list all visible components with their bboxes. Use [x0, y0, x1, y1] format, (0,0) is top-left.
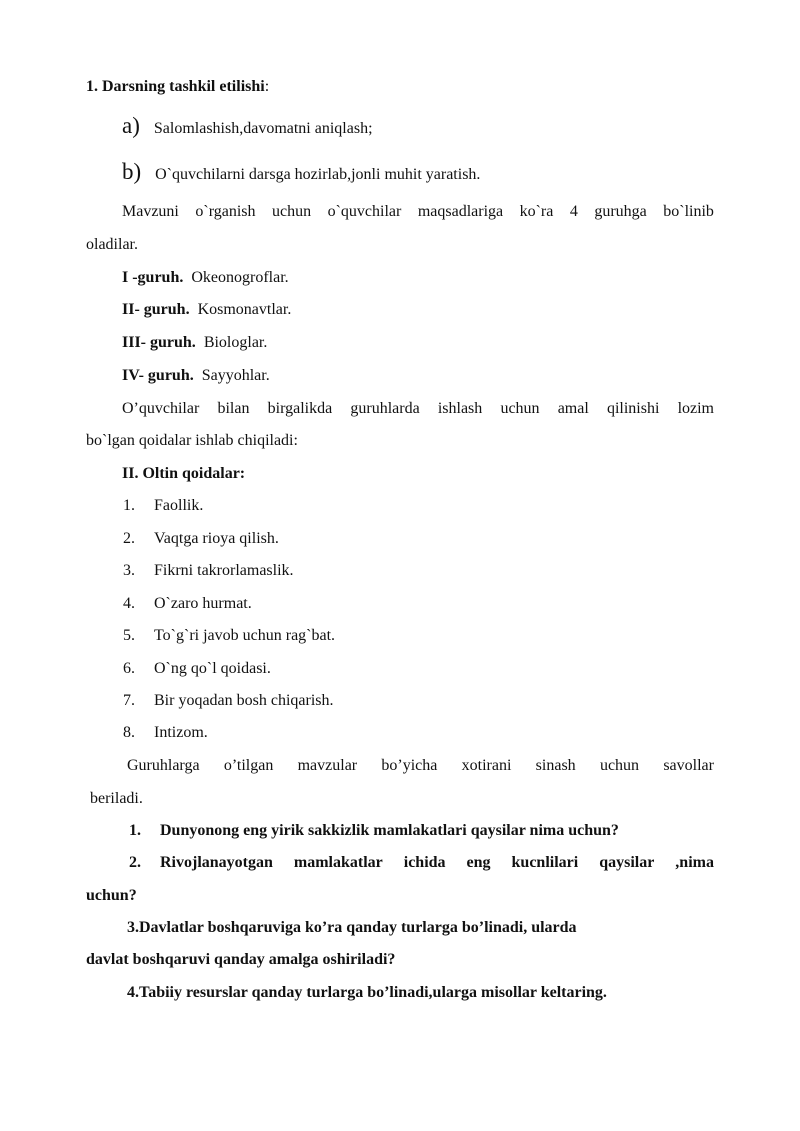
- word: ko`ra: [519, 203, 554, 220]
- rule-item: [123, 496, 203, 516]
- group-label: IV- guruh.: [122, 367, 194, 384]
- question-4: 4.Tabiiy resurslar qanday turlarga bo’linadi,ularga misollar keltaring.: [127, 984, 607, 1001]
- rule-text: Bir yoqadan bosh chiqarish.: [154, 692, 334, 709]
- word: o’tilgan: [223, 757, 274, 774]
- word: maqsadlariga: [417, 203, 504, 220]
- rule-text: To`g`ri javob uchun rag`bat.: [154, 627, 336, 644]
- rule-number: 7.: [123, 692, 135, 709]
- rule-text: Intizom.: [154, 724, 208, 741]
- word: amal: [557, 400, 589, 417]
- word: lozim: [677, 400, 714, 417]
- word: bilan: [217, 400, 250, 417]
- rule-number: 3.: [123, 562, 135, 579]
- rule-number: 5.: [123, 627, 135, 644]
- rule-item: [123, 723, 208, 743]
- rule-number: 2.: [123, 530, 135, 547]
- group-name: Okeonogroflar.: [191, 269, 289, 286]
- word: ,nima: [675, 854, 714, 871]
- word: 4: [569, 203, 578, 220]
- sub-item-text: Salomlashish,davomatni aniqlash;: [153, 120, 373, 137]
- paragraph-3-line-1: [127, 756, 714, 776]
- rule-item: [123, 561, 294, 581]
- paragraph-2-line-1: [122, 399, 714, 419]
- rules-heading: II. Oltin qoidalar:: [122, 465, 246, 482]
- word: eng: [466, 854, 491, 871]
- rule-text: Faollik.: [154, 497, 204, 514]
- rule-text: Fikrni takrorlamaslik.: [154, 562, 294, 579]
- word: mamlakatlar: [293, 854, 383, 871]
- word: qaysilar: [599, 854, 655, 871]
- rule-number: 1.: [123, 497, 135, 514]
- sub-item-a: [122, 113, 373, 139]
- word: O’quvchilar: [122, 400, 200, 417]
- word: birgalikda: [267, 400, 333, 417]
- group-4: [122, 366, 270, 386]
- group-name: Biologlar.: [203, 334, 268, 351]
- heading-title: Darsning tashkil etilishi: [102, 78, 265, 95]
- question-2-line-2: uchun?: [86, 887, 137, 904]
- word: Rivojlanayotgan: [160, 854, 273, 871]
- rule-item: [123, 626, 335, 646]
- group-label: I -guruh.: [122, 269, 184, 286]
- group-label: II- guruh.: [122, 301, 190, 318]
- word: qilinishi: [606, 400, 660, 417]
- sub-item-letter: b): [122, 159, 142, 184]
- word: guruhlarda: [350, 400, 420, 417]
- word: Mavzuni: [122, 203, 179, 220]
- paragraph-3-line-2: beriladi.: [90, 790, 143, 807]
- rule-item: [123, 529, 279, 549]
- sub-item-letter: a): [122, 113, 140, 138]
- rule-number: 8.: [123, 724, 135, 741]
- question-text: Dunyonong eng yirik sakkizlik mamlakatlari qaysilar nima uchun?: [160, 822, 619, 839]
- word: bo`linib: [663, 203, 714, 220]
- word: uchun: [599, 757, 640, 774]
- paragraph-1-line-1: [122, 202, 714, 222]
- group-3: [122, 333, 267, 353]
- rule-text: O`ng qo`l qoidasi.: [154, 660, 271, 677]
- question-text: [160, 853, 714, 873]
- rule-item: [123, 691, 334, 711]
- word: mavzular: [297, 757, 358, 774]
- rule-text: O`zaro hurmat.: [154, 595, 252, 612]
- word: savollar: [663, 757, 714, 774]
- question-1: [129, 821, 619, 841]
- word: guruhga: [594, 203, 647, 220]
- group-name: Kosmonavtlar.: [197, 301, 292, 318]
- word: uchun: [271, 203, 312, 220]
- rule-text: Vaqtga rioya qilish.: [154, 530, 279, 547]
- question-number: 1.: [129, 822, 141, 839]
- sub-item-text: O`quvchilarni darsga hozirlab,jonli muhit yaratish.: [155, 166, 481, 183]
- rule-item: [123, 659, 271, 679]
- word: sinash: [535, 757, 576, 774]
- group-name: Sayyohlar.: [201, 367, 270, 384]
- question-number: 2.: [129, 854, 141, 871]
- word: ishlash: [437, 400, 483, 417]
- word: bo’yicha: [381, 757, 438, 774]
- group-2: [122, 300, 291, 320]
- word: o`rganish: [195, 203, 256, 220]
- section-heading: [86, 77, 269, 97]
- sub-item-b: [122, 159, 481, 185]
- word: ichida: [403, 854, 446, 871]
- group-1: [122, 268, 289, 288]
- question-3-line-1: 3.Davlatlar boshqaruviga ko’ra qanday turlarga bo’linadi, ularda: [127, 919, 577, 936]
- word: uchun: [500, 400, 540, 417]
- word: kucnlilari: [511, 854, 579, 871]
- question-2-line-1: [129, 853, 714, 873]
- word: xotirani: [461, 757, 512, 774]
- rule-item: [123, 594, 252, 614]
- rule-number: 6.: [123, 660, 135, 677]
- paragraph-2-line-2: bo`lgan qoidalar ishlab chiqiladi:: [86, 432, 298, 449]
- word: o`quvchilar: [327, 203, 402, 220]
- question-3-line-2: davlat boshqaruvi qanday amalga oshiriladi?: [86, 951, 396, 968]
- heading-number: 1.: [86, 78, 98, 95]
- rule-number: 4.: [123, 595, 135, 612]
- word: Guruhlarga: [127, 757, 200, 774]
- paragraph-1-line-2: oladilar.: [86, 236, 138, 253]
- heading-colon: :: [264, 78, 270, 95]
- group-label: III- guruh.: [122, 334, 196, 351]
